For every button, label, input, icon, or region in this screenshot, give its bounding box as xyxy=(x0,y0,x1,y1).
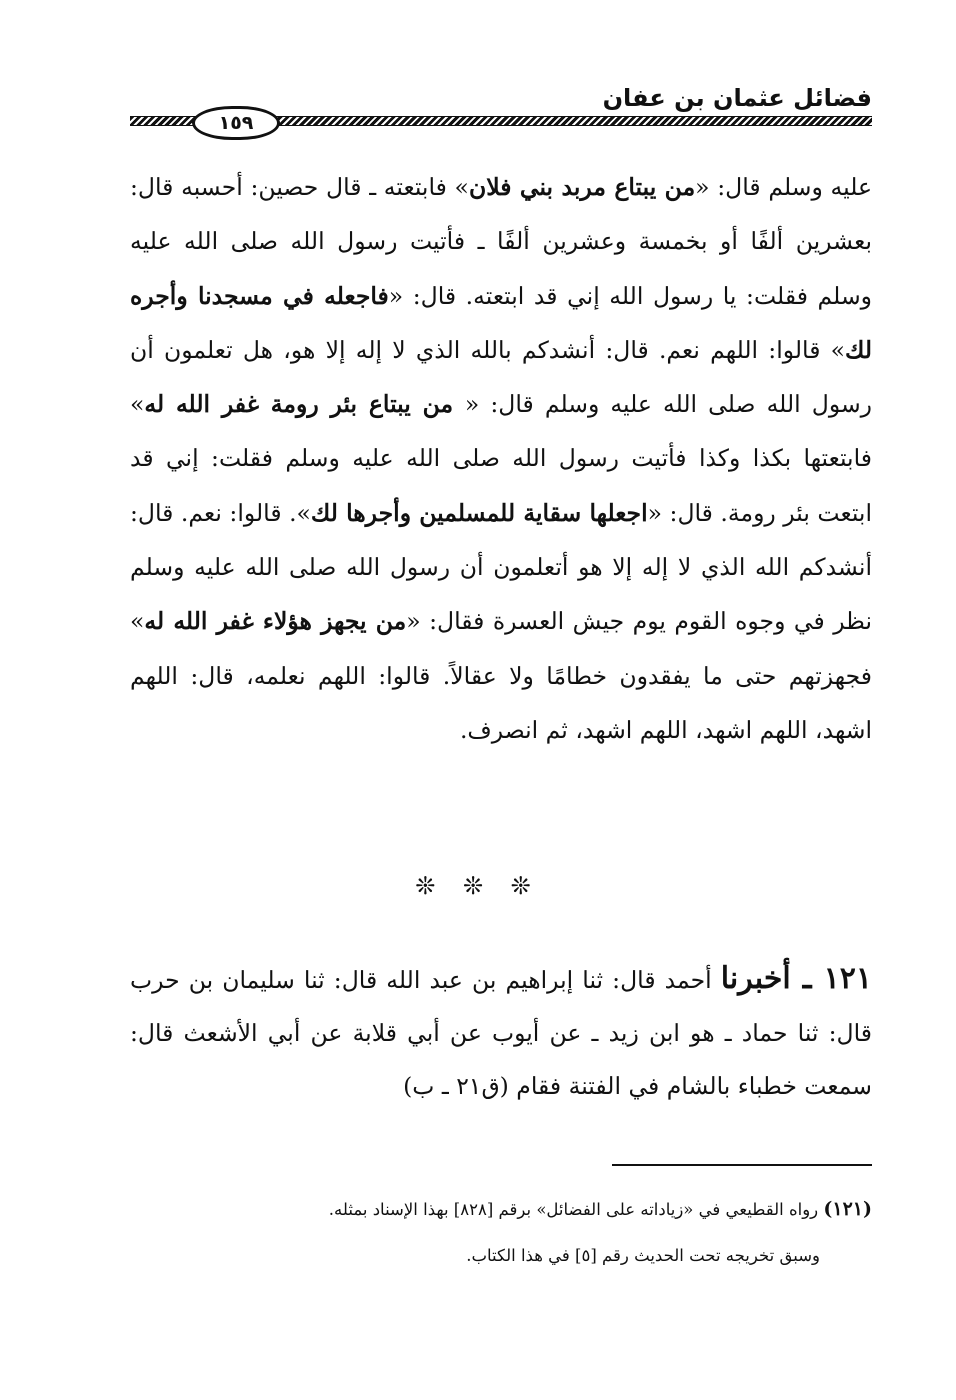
footnote xyxy=(130,1233,872,1279)
text-run: ». قالوا: نعم. قال: أنشدكم الله الذي لا إله إلا هو أتعلمون أن رسول الله صلى الله عليه وسلم نظر في وجوه القوم يوم جيش العسرة فقال: « xyxy=(130,498,872,636)
footnote-rule xyxy=(612,1164,872,1166)
footnote-number: (١٢١) xyxy=(823,1198,872,1220)
running-title: فضائل عثمان بن عفان xyxy=(602,84,872,112)
hadith-121 xyxy=(130,952,872,1113)
text-run: » فجهزتهم حتى ما يفقدون خطامًا ولا عقالاً. قالوا: اللهم نعلمه، قال: اللهم اشهد، اللهم اشهد، اللهم اشهد، ثم انصرف. xyxy=(130,607,872,744)
text-run: أحمد قال: ثنا إبراهيم بن عبد الله قال: ثنا سليمان بن حرب قال: ثنا حماد ـ هو ابن زيد ـ عن أيوب عن أبي قلابة عن أبي الأشعث قال: سمعت خطباء بالشام في الفتنة فقام (ق٢١ ـ ب) xyxy=(130,966,872,1100)
hadith-number-heading: ١٢١ ـ أخبرنا xyxy=(720,961,873,996)
paragraph xyxy=(130,160,872,757)
section-separator: ❊ ❊ ❊ xyxy=(415,872,541,900)
footnote-text: رواه القطيعي في «زياداته على الفضائل» برقم [٨٢٨] بهذا الإسناد بمثله. xyxy=(328,1200,824,1219)
quoted-hadith: من يجهز هؤلاء غفر الله له xyxy=(144,607,407,636)
page-header xyxy=(130,84,872,136)
page-number: ١٥٩ xyxy=(192,106,280,140)
quoted-hadith: فاجعله في مسجدنا وأجره لك xyxy=(130,281,872,364)
text-run: » فابتعته ـ قال حصين: أحسبه قال: بعشرين ألفًا أو بخمسة وعشرين ألفًا ـ فأتيت رسول الله صلى الله عليه وسلم فقلت: يا رسول الله إني قد ابتعته. قال: « xyxy=(130,173,872,310)
footnote-text: وسبق تخريجه تحت الحديث رقم [٥] في هذا الكتاب. xyxy=(466,1246,820,1265)
quoted-hadith: من يبتاع بئر رومة غفر الله له xyxy=(144,390,465,419)
quoted-hadith: اجعلها سقاية للمسلمين وأجرها لك xyxy=(310,498,648,527)
text-run: عليه وسلم قال: « xyxy=(695,173,872,201)
paragraph xyxy=(130,952,872,1113)
text-run: » قالوا: اللهم نعم. قال: أنشدكم بالله الذي لا إله إلا هو، هل تعلمون أن رسول الله صلى الله عليه وسلم قال: « xyxy=(130,335,872,419)
quoted-hadith: من يبتاع مربد بني فلان xyxy=(468,173,696,201)
footnotes xyxy=(130,1186,872,1279)
text-run: » فابتعتها بكذا وكذا فأتيت رسول الله صلى الله عليه وسلم فقلت: إني قد ابتعت بئر رومة. قال: « xyxy=(130,390,872,527)
footnote xyxy=(130,1186,872,1233)
main-text xyxy=(130,160,872,757)
